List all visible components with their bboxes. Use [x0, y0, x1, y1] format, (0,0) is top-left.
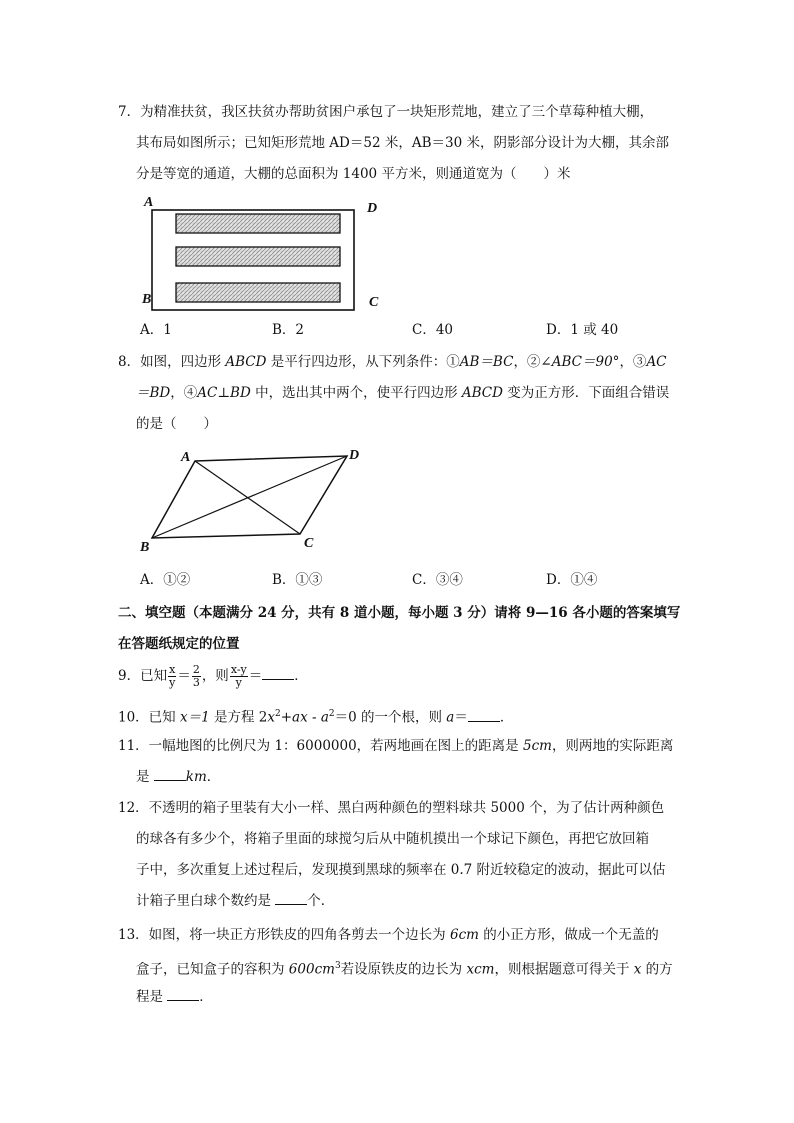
q7-line-2: 其布局如图所示；已知矩形荒地 AD＝52 米，AB＝30 米，阴影部分设计为大棚，其余部 [136, 135, 669, 151]
q8-line-3: 的是（ ） [136, 416, 217, 432]
q7-label-A: A [144, 195, 154, 210]
q7-greenhouse-1 [176, 214, 340, 233]
q7-figure-rectangle [136, 190, 392, 316]
q8-label-D: D [349, 448, 360, 463]
q13-line-1: 13．如图，将一块正方形铁皮的四角各剪去一个边长为 6cm 的小正方形，做成一个无盖的 [118, 927, 659, 943]
q9-fraction-xmy-over-y: $\frac{x-y}{y}$ [230, 663, 247, 689]
q9-answer-blank[interactable] [262, 667, 294, 680]
q12-answer-blank[interactable] [275, 892, 307, 905]
q7-greenhouse-2 [176, 247, 340, 266]
q12-line-1: 12．不透明的箱子里装有大小一样、黑白两种颜色的塑料球共 5000 个，为了估计两种颜色 [118, 800, 665, 816]
section-2-heading-line-1: 二、填空题（本题满分 24 分，共有 8 道小题，每小题 3 分）请将 9—16 各小题的答案填写 [118, 605, 681, 621]
q10-line: 10．已知 x＝1 是方程 $2x^2+ax - a^2=0$ 的一个根，则 a＝ ． [118, 709, 514, 726]
q7-option-d: D．1 或 40 [546, 322, 619, 338]
q7-option-a: A．1 [140, 322, 172, 338]
q8-label-A: A [181, 450, 191, 465]
section-2-heading-line-2: 在答题纸规定的位置 [118, 636, 240, 652]
q8-line-2: ＝BD，④AC⊥BD 中，选出其中两个，使平行四边形 ABCD 变为正方形．下面组合错误 [136, 385, 670, 401]
q7-line-3: 分是等宽的通道，大棚的总面积为 1400 平方米，则通道宽为（ ）米 [136, 166, 571, 182]
q8-option-c: C．③④ [412, 572, 463, 588]
q9-fraction-2-over-3: $\frac{2}{3}$ [192, 663, 200, 689]
q13-line-3: 程是 ． [136, 989, 213, 1005]
q7-label-B: B [142, 292, 152, 307]
q7-label-D: D [367, 201, 378, 216]
q7-option-c: C．40 [412, 322, 454, 338]
q12-line-2: 的球各有多少个，将箱子里面的球搅匀后从中随机摸出一个球记下颜色，再把它放回箱 [136, 831, 649, 847]
q8-option-a: A．①② [140, 572, 191, 588]
q8-option-b: B．①③ [272, 572, 323, 588]
q11-answer-blank[interactable] [154, 768, 186, 781]
q8-label-C: C [304, 536, 314, 551]
q11-line-1: 11．一幅地图的比例尺为 1：6000000，若两地画在图上的距离是 5cm，则两地的实际距离 [118, 738, 674, 754]
q12-line-4: 计箱子里白球个数约是 个． [136, 893, 335, 909]
q8-label-B: B [140, 540, 150, 555]
q10-answer-blank[interactable] [468, 709, 500, 722]
q7-greenhouse-3 [176, 283, 340, 302]
q13-line-2: 盒子，已知盒子的容积为 $600cm^3$若设原铁皮的边长为 xcm，则根据题意可得关于 x 的方 [136, 961, 673, 978]
q8-option-d: D．①④ [546, 572, 598, 588]
q8-diagonal-bd [152, 456, 347, 538]
q9-line: 9．已知 $\frac{x}{y}$ ＝ $\frac{2}{3}$ ，则 $\frac{x-y}{y}$ ＝ ． [118, 663, 308, 689]
q7-label-C: C [369, 295, 379, 310]
q8-line-1: 8．如图，四边形 ABCD 是平行四边形，从下列条件：①AB＝BC，②∠ABC＝90°，③AC [118, 354, 667, 370]
q12-line-3: 子中，多次重复上述过程后，发现摸到黑球的频率在 0.7 附近较稳定的波动，据此可以估 [136, 862, 666, 878]
q13-answer-blank[interactable] [167, 988, 199, 1001]
q7-option-b: B．2 [272, 322, 305, 338]
q7-line-1: 7．为精准扶贫，我区扶贫办帮助贫困户承包了一块矩形荒地，建立了三个草莓种植大棚， [118, 104, 654, 120]
q9-fraction-x-over-y: $\frac{x}{y}$ [169, 663, 176, 689]
q11-line-2: 是 km． [136, 769, 221, 785]
q8-figure-parallelogram [136, 444, 376, 556]
